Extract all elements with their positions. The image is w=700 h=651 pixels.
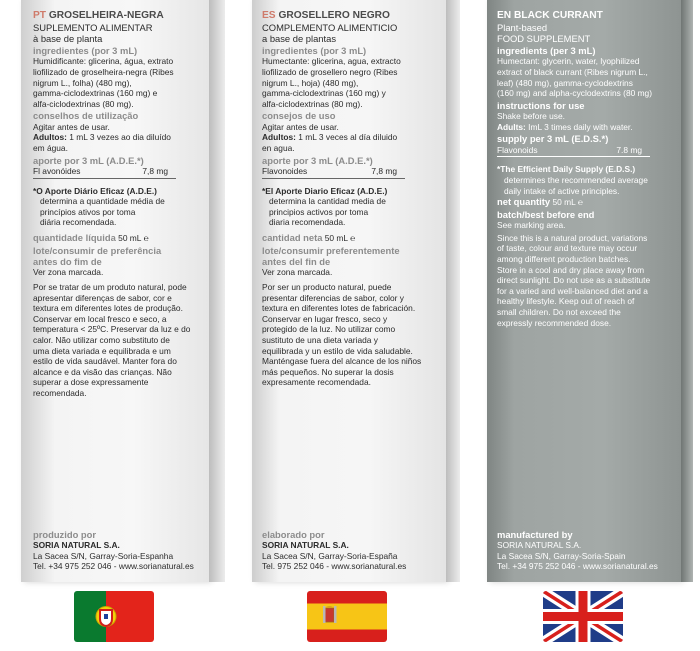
panel-side	[446, 0, 460, 582]
ade-note: *El Aporte Diario Eficaz (A.D.E.) determina la cantidad media de principios activos por toma diaria recomendada.	[262, 185, 388, 228]
product-subtitle-2: a base de plantas	[262, 33, 337, 44]
supply-heading: aporte por 3 mL (A.D.E.*)	[262, 154, 373, 166]
uk-flag-icon	[543, 591, 623, 642]
product-title: PT GROSELHEIRA-NEGRA	[33, 10, 164, 21]
product-subtitle-2: à base de planta	[33, 33, 103, 44]
supply-row: Fl avonóides 7,8 mg	[33, 166, 176, 179]
ingredients-text: Humectante: glicerina, agua, extracto liofilizado de grosellero negro (Ribes nigrum L., hoja) (480 mg), gamma-ciclodextrinas (160 mg) y alfa-ciclodextrinas (80 mg).	[262, 56, 401, 109]
lot-text: Ver zona marcada.	[33, 267, 104, 278]
portugal-flag-icon	[74, 591, 154, 642]
adults-dose: Adults: ImL 3 times daily with water.	[497, 121, 633, 132]
panel-side	[681, 0, 693, 582]
product-title: EN BLACK CURRANT	[497, 10, 603, 21]
panel-side	[209, 0, 225, 582]
ingredients-text: Humidificante: glicerina, água, extrato liofilizado de groselheira-negra (Ribes nigrum L., folha) (480 mg), gamma-ciclodextrinas (160 mg) e alfa-ciclodextrinas (80 mg).	[33, 56, 174, 109]
product-title: ES GROSELLERO NEGRO	[262, 10, 390, 21]
lot-text: Ver zona marcada.	[262, 267, 333, 278]
manufacturer-block: elaborado por SORIA NATURAL S.A. La Sacea S/N, Garray-Soria-España Tel. 975 252 046 - www.sorianatural.es	[262, 528, 407, 572]
lot-text: See marking area.	[497, 220, 566, 231]
label-panel-pt: PT GROSELHEIRA-NEGRA SUPLEMENTO ALIMENTAR à base de planta ingredientes (por 3 mL) Humidificante: glicerina, água, extrato liofilizado de groselheira-negra (Ribes nigrum L., folha) (480 mg), gamma-ciclodextrinas (160 mg) e alfa-ciclodextrinas (80 mg). conselhos de utilização Agitar antes de usar. Adultos: 1 mL 3 vezes ao dia diluído em água. aporte por 3 mL (A.D.E.*) Fl avonóides 7,8 mg *O Aporte Diário Eficaz (A.D.E.) determina a quantidade média de princípios ativos por toma diária recomendada. quantidade líquida 50 mL ℮ lote/consumir de preferência antes do fim de Ver zona marcada. Por se tratar de um produto natural, pode apresentar diferenças de sabor, cor e textura em diferentes lotes de produção. Conservar em local fresco e seco, a temperatura < 25ºC. Preservar da luz e do calor. Não utilizar como substituto de uma dieta variada e equilibrada e um estilo de vida saudável. Manter fora do alcance e da visão das crianças. Não superar a dose expressamente recomendada. produzido por SORIA NATURAL S.A. La Sacea S/N, Garray-Soria-Espanha Tel. +34 975 252 046 - www.sorianatural.es	[21, 0, 209, 582]
net-quantity: net quantity 50 mL ℮	[497, 196, 583, 208]
manufacturer-block: manufactured by SORIA NATURAL S.A. La Sacea S/N, Garray-Soria-Spain Tel. +34 975 252 046 - www.sorianatural.es	[497, 528, 658, 572]
net-quantity: quantidade líquida 50 mL ℮	[33, 231, 149, 243]
product-subtitle-2: FOOD SUPPLEMENT	[497, 33, 591, 44]
adults-dose: Adultos: 1 mL 3 veces al día diluido	[262, 132, 398, 143]
usage-heading: conselhos de utilização	[33, 110, 139, 122]
product-subtitle: COMPLEMENTO ALIMENTICIO	[262, 22, 398, 33]
eds-note: *The Efficient Daily Supply (E.D.S.) determines the recommended average daily intake of active principles.	[497, 164, 648, 196]
adults-dose: Adultos: 1 mL 3 vezes ao dia diluído	[33, 132, 171, 143]
storage-notes: Since this is a natural product, variations of taste, colour and texture may occur among different production batches. Store in a cool and dry place away from direct sunlight. Do not use as a substitute for a varied and well-balanced diet and a healthy lifestyle. Keep out of reach of small children. Do not exceed the expressly recommended dose.	[497, 232, 651, 328]
manufacturer-block: produzido por SORIA NATURAL S.A. La Sacea S/N, Garray-Soria-Espanha Tel. +34 975 252 046 - www.sorianatural.es	[33, 528, 194, 572]
ingredients-heading: ingredients (per 3 mL)	[497, 45, 596, 56]
supply-row: Flavonoids 7.8 mg	[497, 145, 650, 158]
ingredients-text: Humectant: glycerin, water, lyophilized extract of black currant (Ribes nigrum L., leaf) (480 mg), gamma-cyclodextrins (160 mg) and alpha-cyclodextrins (80 mg)	[497, 56, 653, 99]
ingredients-heading: ingredientes (por 3 mL)	[33, 45, 138, 56]
net-quantity: cantidad neta 50 mL ℮	[262, 231, 356, 243]
usage-text: Agitar antes de usar.	[262, 121, 339, 132]
usage-heading: instructions for use	[497, 99, 585, 111]
label-panel-en	[487, 0, 681, 582]
ingredients-heading: ingredientes (por 3 mL)	[262, 45, 367, 56]
lot-heading: batch/best before end	[497, 208, 595, 220]
usage-text: Shake before use.	[497, 111, 565, 122]
ade-note: *O Aporte Diário Eficaz (A.D.E.) determina a quantidade média de princípios ativos por toma diária recomendada.	[33, 185, 165, 228]
usage-heading: consejos de uso	[262, 110, 336, 122]
product-subtitle: Plant-based	[497, 22, 548, 33]
storage-notes: Por se tratar de um produto natural, pode apresentar diferenças de sabor, cor e textura em diferentes lotes de produção. Conservar em local fresco e seco, a temperatura < 25ºC. Preservar da luz e do calor. Não utilizar como substituto de uma dieta variada e equilibrada e um estilo de vida saudável. Manter fora do alcance e da visão das crianças. Não superar a dose expressamente recomendada.	[33, 281, 191, 398]
supply-heading: supply per 3 mL (E.D.S.*)	[497, 133, 609, 145]
label-panel-es: ES GROSELLERO NEGRO COMPLEMENTO ALIMENTICIO a base de plantas ingredientes (por 3 mL) Humectante: glicerina, agua, extracto liofilizado de grosellero negro (Ribes nigrum L., hoja) (480 mg), gamma-ciclodextrinas (160 mg) y alfa-ciclodextrinas (80 mg). consejos de uso Agitar antes de usar. Adultos: 1 mL 3 veces al día diluido en agua. aporte por 3 mL (A.D.E.*) Flavonoides 7,8 mg *El Aporte Diario Eficaz (A.D.E.) determina la cantidad media de principios activos por toma diaria recomendada. cantidad neta 50 mL ℮ lote/consumir preferentemente antes del fin de Ver zona marcada. Por ser un producto natural, puede presentar diferencias de sabor, color y textura en diferentes lotes de fabricación. Conservar en lugar fresco, seco y protegido de la luz. No utilizar como sustituto de una dieta variada y equilibrada y un estilo de vida saludable. Manténgase fuera del alcance de los niños más pequeños. No superar la dosis expresamente recomendada. elaborado por SORIA NATURAL S.A. La Sacea S/N, Garray-Soria-España Tel. 975 252 046 - www.sorianatural.es	[252, 0, 446, 582]
spain-flag-icon	[307, 591, 387, 642]
supply-heading: aporte por 3 mL (A.D.E.*)	[33, 154, 144, 166]
product-subtitle: SUPLEMENTO ALIMENTAR	[33, 22, 153, 33]
lot-heading: lote/consumir preferentemente antes del fin de	[262, 244, 400, 267]
supply-row: Flavonoides 7,8 mg	[262, 166, 405, 179]
storage-notes: Por ser un producto natural, puede presentar diferencias de sabor, color y textura en diferentes lotes de fabricación. Conservar en lugar fresco, seco y protegido de la luz. No utilizar como sustituto de una dieta variada y equilibrada y un estilo de vida saludable. Manténgase fuera del alcance de los niños más pequeños. No superar la dosis expresamente recomendada.	[262, 281, 422, 388]
usage-text: Agitar antes de usar.	[33, 121, 110, 132]
lot-heading: lote/consumir de preferência antes do fim de	[33, 244, 162, 267]
